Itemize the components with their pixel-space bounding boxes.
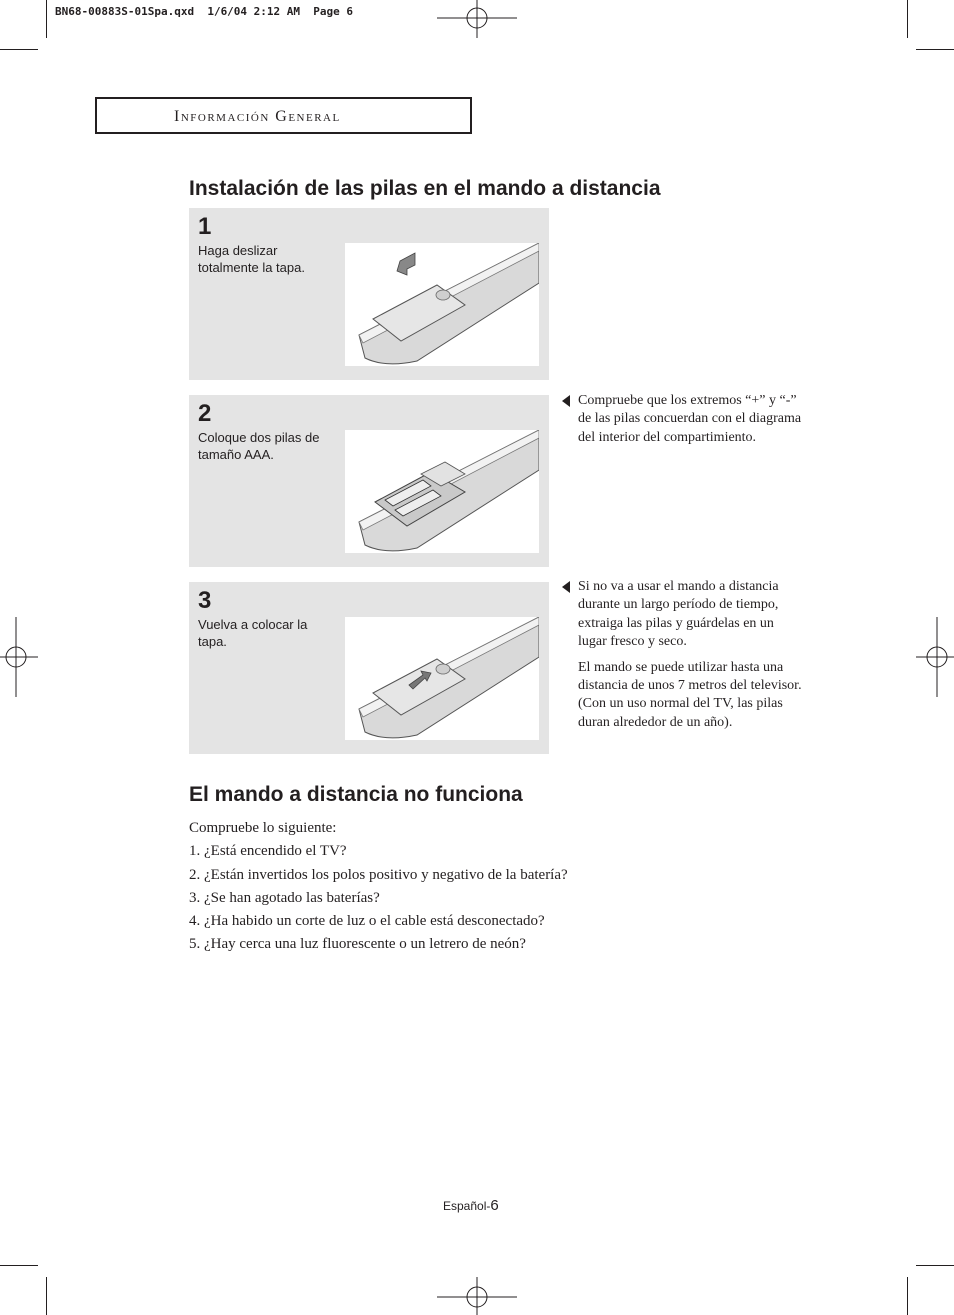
section-label: Información General — [174, 108, 341, 125]
step-text: Coloque dos pilas de tamaño AAA. — [198, 430, 320, 462]
section-header-box — [95, 97, 472, 134]
step-panel-3 — [189, 582, 549, 754]
note-text: Compruebe que los extremos “+” y “-” de las pilas concuerdan con el diagrama del interior del compartimiento. — [578, 393, 802, 445]
crop-mark-tl-h — [0, 49, 38, 50]
note-range-text: El mando se puede utilizar hasta una distancia de unos 7 metros del televisor. — [578, 659, 802, 694]
crop-mark-tr-v — [907, 0, 908, 38]
crop-mark-br-v — [907, 1277, 908, 1315]
step-number: 3 — [198, 587, 212, 614]
list-item: 1. ¿Está encendido el TV? — [189, 843, 347, 860]
registration-mark-bottom — [437, 1275, 517, 1315]
check-intro: Compruebe lo siguiente: — [189, 820, 337, 836]
registration-mark-left — [0, 617, 40, 697]
list-item: 3. ¿Se han agotado las baterías? — [189, 889, 380, 906]
step-panel-1 — [189, 208, 549, 380]
registration-mark-right — [914, 617, 954, 697]
list-item: 5. ¿Hay cerca una luz fluorescente o un letrero de neón? — [189, 936, 526, 953]
crop-mark-tr-h — [916, 49, 954, 50]
heading-battery-installation: Instalación de las pilas en el mando a distancia — [189, 177, 661, 200]
step-number: 1 — [198, 213, 212, 240]
step-text: Haga deslizar totalmente la tapa. — [198, 243, 305, 275]
note-battery-storage — [562, 578, 802, 732]
troubleshooting-list — [189, 817, 568, 957]
step-text: Vuelva a colocar la tapa. — [198, 617, 308, 649]
step-number: 2 — [198, 400, 212, 427]
crop-mark-bl-v — [46, 1277, 47, 1315]
slug-line: BN68-00883S-01Spa.qxd 1/6/04 2:12 AM Page 6 — [55, 5, 354, 18]
note-storage-text: Si no va a usar el mando a distancia durante un largo período de tiempo, extraiga las pilas y guárdelas en un lugar fresco y seco. — [578, 579, 779, 650]
remote-cover-replace-illustration — [345, 617, 539, 740]
list-item: 4. ¿Ha habido un corte de luz o el cable está desconectado? — [189, 913, 545, 930]
battery-insertion-illustration — [345, 430, 539, 553]
page-footer — [443, 1197, 499, 1214]
list-item: 2. ¿Están invertidos los polos positivo y negativo de la batería? — [189, 866, 568, 883]
crop-mark-bl-h — [0, 1265, 38, 1266]
page-number: 6 — [490, 1197, 499, 1214]
bullet-arrow-icon — [562, 395, 570, 407]
heading-remote-not-working: El mando a distancia no funciona — [189, 783, 523, 806]
step-panel-2 — [189, 395, 549, 567]
crop-mark-tl-v — [46, 0, 47, 38]
footer-language: Español- — [443, 1199, 491, 1213]
note-battery-polarity — [562, 392, 802, 447]
bullet-arrow-icon — [562, 581, 570, 593]
registration-mark-top — [437, 0, 517, 40]
note-battery-life-text: (Con un uso normal del TV, las pilas duran alrededor de un año). — [578, 696, 783, 730]
crop-mark-br-h — [916, 1265, 954, 1266]
remote-cover-slide-illustration — [345, 243, 539, 366]
